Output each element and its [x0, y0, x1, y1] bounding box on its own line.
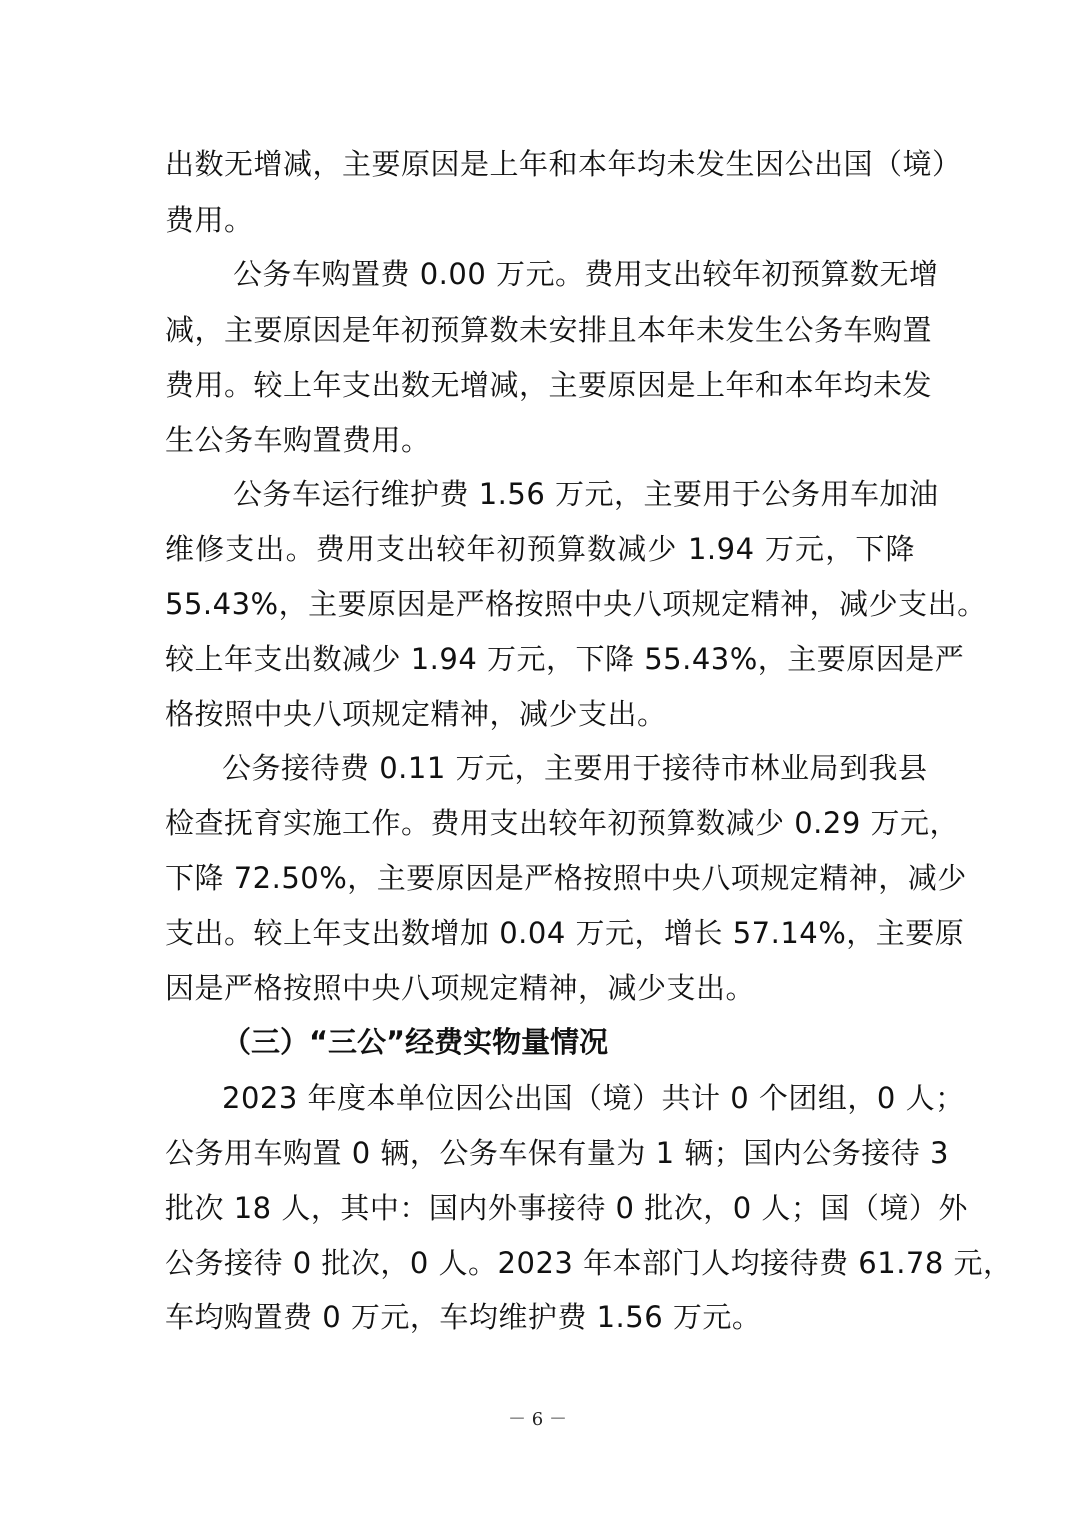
paragraph-line: 较上年支出数减少 1.94 万元，下降 55.43%，主要原因是严	[165, 642, 965, 676]
section-heading: （三）“三公”经费实物量情况	[222, 1025, 609, 1059]
paragraph-line: 公务接待费 0.11 万元，主要用于接待市林业局到我县	[222, 751, 928, 785]
paragraph-line: 公务车运行维护费 1.56 万元，主要用于公务用车加油	[233, 477, 939, 511]
paragraph-line: 55.43%，主要原因是严格按照中央八项规定精神，减少支出。	[165, 587, 987, 621]
paragraph-line: 支出。较上年支出数增加 0.04 万元，增长 57.14%，主要原	[165, 916, 965, 950]
paragraph-line: 公务车购置费 0.00 万元。费用支出较年初预算数无增	[233, 257, 939, 291]
paragraph-line: 下降 72.50%，主要原因是严格按照中央八项规定精神，减少	[165, 861, 967, 895]
paragraph-line: 生公务车购置费用。	[165, 423, 431, 457]
paragraph-line: 费用。	[165, 203, 254, 237]
page-number: － 6 －	[508, 1409, 567, 1430]
paragraph-line: 格按照中央八项规定精神，减少支出。	[165, 697, 667, 731]
paragraph-line: 因是严格按照中央八项规定精神，减少支出。	[165, 971, 756, 1005]
paragraph-line: 公务接待 0 批次，0 人。2023 年本部门人均接待费 61.78 元，	[165, 1246, 1013, 1280]
paragraph-line: 费用。较上年支出数无增减，主要原因是上年和本年均未发	[165, 368, 933, 402]
paragraph-line: 公务用车购置 0 辆，公务车保有量为 1 辆；国内公务接待 3	[165, 1136, 949, 1170]
paragraph-line: 维修支出。费用支出较年初预算数减少 1.94 万元，下降	[165, 532, 915, 566]
paragraph-line: 减，主要原因是年初预算数未安排且本年未发生公务车购置	[165, 313, 933, 347]
paragraph-line: 出数无增减，主要原因是上年和本年均未发生因公出国（境）	[165, 147, 962, 181]
paragraph-line: 批次 18 人，其中：国内外事接待 0 批次，0 人；国（境）外	[165, 1191, 968, 1225]
paragraph-line: 检查抚育实施工作。费用支出较年初预算数减少 0.29 万元，	[165, 806, 960, 840]
paragraph-line: 车均购置费 0 万元，车均维护费 1.56 万元。	[165, 1300, 762, 1334]
paragraph-line: 2023 年度本单位因公出国（境）共计 0 个团组，0 人；	[222, 1081, 965, 1115]
